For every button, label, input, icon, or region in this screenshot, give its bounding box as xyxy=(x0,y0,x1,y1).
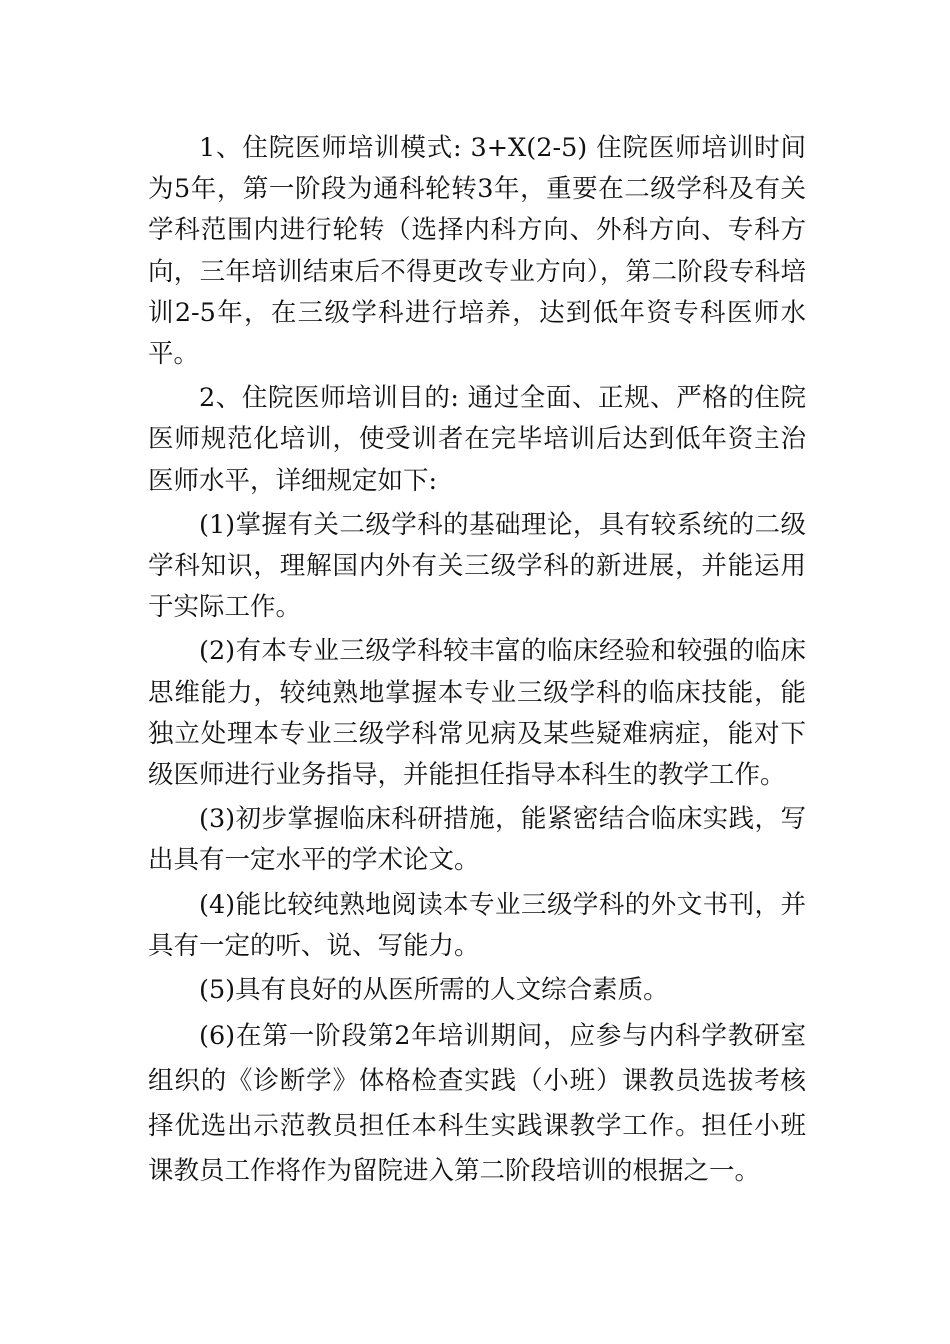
paragraph-requirement-4: (4)能比较纯熟地阅读本专业三级学科的外文书刊，并具有一定的听、说、写能力。 xyxy=(148,889,806,961)
paragraph-requirement-3: (3)初步掌握临床科研措施，能紧密结合临床实践，写出具有一定水平的学术论文。 xyxy=(148,804,806,876)
paragraph-training-goal: 2、住院医师培训目的: 通过全面、正规、严格的住院医师规范化培训，使受训者在完毕培训后达到低年资主治医师水平，详细规定如下: xyxy=(148,383,806,496)
document-body xyxy=(148,128,806,1194)
paragraph-requirement-2: (2)有本专业三级学科较丰富的临床经验和较强的临床思维能力，较纯熟地掌握本专业三级学科的临床技能，能独立处理本专业三级学科常见病及某些疑难病症，能对下级医师进行业务指导，并能担任指导本科生的教学工作。 xyxy=(148,636,806,791)
paragraph-requirement-1: (1)掌握有关二级学科的基础理论，具有较系统的二级学科知识，理解国内外有关三级学科的新进展，并能运用于实际工作。 xyxy=(148,509,806,623)
paragraph-requirement-6: (6)在第一阶段第2年培训期间，应参与内科学教研室组织的《诊断学》体格检查实践（小班）课教员选拔考核择优选出示范教员担任本科生实践课教学工作。担任小班课教员工作将作为留院进入第二阶段培训的根据之一。 xyxy=(148,1021,806,1187)
paragraph-requirement-5: (5)具有良好的从医所需的人文综合素质。 xyxy=(199,975,669,1006)
paragraph-training-mode: 1、住院医师培训模式: 3+X(2-5) 住院医师培训时间为5年，第一阶段为通科轮转3年，重要在二级学科及有关学科范围内进行轮转（选择内科方向、外科方向、专科方向，三年培训结束后不得更改专业方向），第二阶段专科培训2-5年，在三级学科进行培养，达到低年资专科医师水平。 xyxy=(148,133,806,370)
